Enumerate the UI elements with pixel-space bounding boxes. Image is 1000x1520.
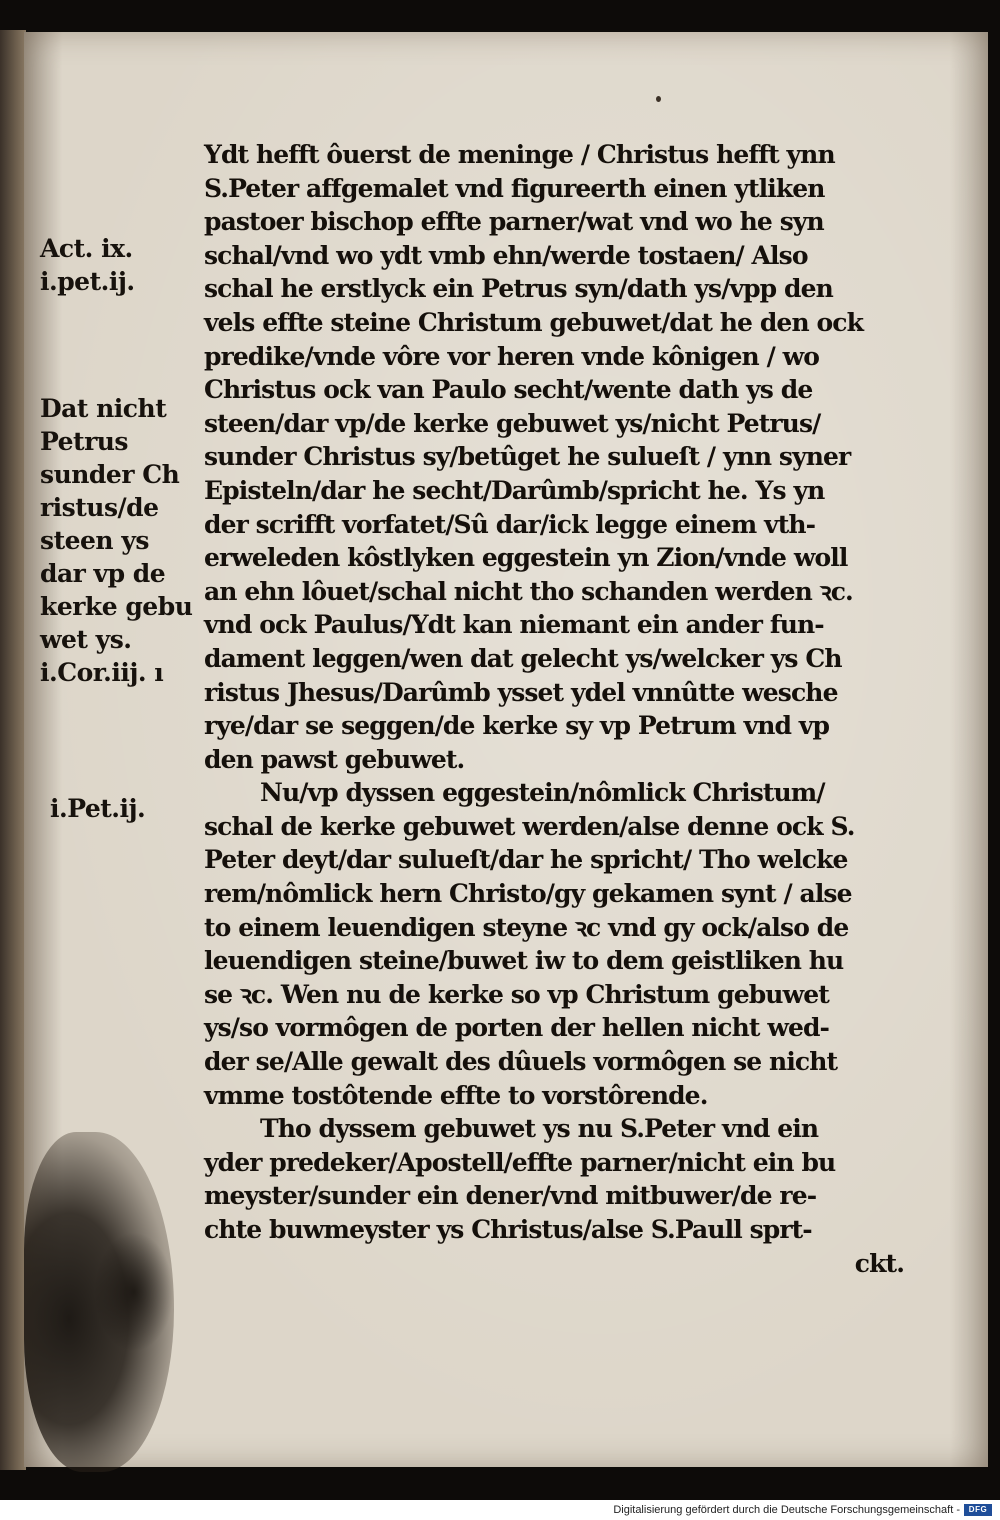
text-line: pastoer bischop effte parner/wat vnd wo he syn [204,207,824,237]
text-line: schal he erstlyck ein Petrus syn/dath ys/vpp den [204,274,833,304]
text-line: vnd ock Paulus/Ydt kan niemant ein ander fun- [204,610,824,640]
text-line: ys/so vormôgen de porten der hellen nicht wed- [204,1013,830,1043]
text-line: se ꝛc. Wen nu de kerke so vp Christum gebuwet [204,979,829,1009]
text-line: Episteln/dar he secht/Darûmb/spricht he. Ys yn [204,475,825,505]
text-line: vmme tostôtende effte to vorstôrende. [204,1080,708,1110]
text-line: schal/vnd wo ydt vmb ehn/werde tostaen/ Also [204,240,808,270]
ink-speck [656,96,661,102]
text-line: chte buwmeyster ys Christus/alse S.Paull sprt- [204,1215,812,1244]
text-line: to einem leuendigen steyne ꝛc vnd gy ock/also de [204,912,849,942]
text-line: vels effte steine Christum gebuwet/dat he den ock [204,307,864,337]
text-line: leuendigen steine/buwet iw to dem geistliken hu [204,946,844,976]
text-line: rye/dar se seggen/de kerke sy vp Petrum vnd vp [204,711,830,741]
margin-note-line: Petrus [40,427,129,456]
dfg-logo: DFG [964,1504,992,1516]
margin-note-peter [50,792,145,825]
margin-note-line: wet ys. [40,625,132,654]
margin-note-acts [40,232,135,298]
funding-credit: Digitalisierung gefördert durch die Deutsche Forschungsgemeinschaft - [613,1504,960,1516]
text-line: steen/dar vp/de kerke gebuwet ys/nicht Petrus/ [204,408,821,438]
text-line-paragraph-start: Nu/vp dyssen eggestein/nômlick Christum/ [260,778,825,808]
text-line: der se/Alle gewalt des dûuels vormôgen se nicht [204,1047,838,1077]
text-line: erweleden kôstlyken eggestein yn Zion/vnde woll [204,543,848,573]
margin-note-line: i.Cor.iij. ı [40,658,164,687]
margin-note-line: ristus/de [40,493,159,522]
text-line-paragraph-start: Tho dyssem gebuwet ys nu S.Peter vnd ein [260,1114,819,1144]
text-line: der scrifft vorfatet/Sû dar/ick legge einem vth- [204,509,816,539]
text-line: sunder Christus sy/betûget he sulueſt / ynn syner [204,442,851,472]
text-line: den pawst gebuwet. [204,744,465,774]
text-line: schal de kerke gebuwet werden/alse denne ock S. [204,811,855,841]
text-line: dament leggen/wen dat gelecht ys/welcker ys Ch [204,643,842,673]
text-line: rem/nômlick hern Christo/gy gekamen synt / alse [204,879,852,909]
text-line: Ydt hefft ôuerst de meninge / Christus hefft ynn [204,140,835,169]
margin-note-line: i.Pet.ij. [50,794,146,823]
text-line: predike/vnde vôre vor heren vnde kônigen / wo [204,341,820,371]
page-stain-secondary [94,1232,174,1352]
text-line: an ehn lôuet/schal nicht tho schanden werden ꝛc. [204,576,853,606]
text-line: Christus ock van Paulo secht/wente dath ys de [204,375,813,405]
text-line: ristus Jhesus/Darûmb ysset ydel vnnûtte wesche [204,677,838,707]
margin-note-line: Act. ix. [40,234,133,263]
margin-note-christ-stone [40,392,192,689]
main-text-block [204,138,904,1280]
margin-note-line: dar vp de [40,559,166,588]
margin-note-line: kerke gebu [40,592,193,621]
book-spine [0,30,26,1470]
text-line: Peter deyt/dar sulueſt/dar he spricht/ Tho welcke [204,845,848,875]
margin-note-line: steen ys [40,526,149,555]
footer-bar [0,1500,1000,1520]
text-line: yder predeker/Apostell/effte parner/nicht ein bu [204,1147,836,1177]
text-line: meyster/sunder ein dener/vnd mitbuwer/de re- [204,1181,817,1211]
text-line: S.Peter affgemalet vnd figureerth einen ytliken [204,173,825,203]
margin-note-line: Dat nicht [40,394,167,423]
text-line-catchword: ckt. [854,1248,904,1278]
margin-note-line: i.pet.ij. [40,267,135,296]
margin-note-line: sunder Ch [40,460,180,489]
